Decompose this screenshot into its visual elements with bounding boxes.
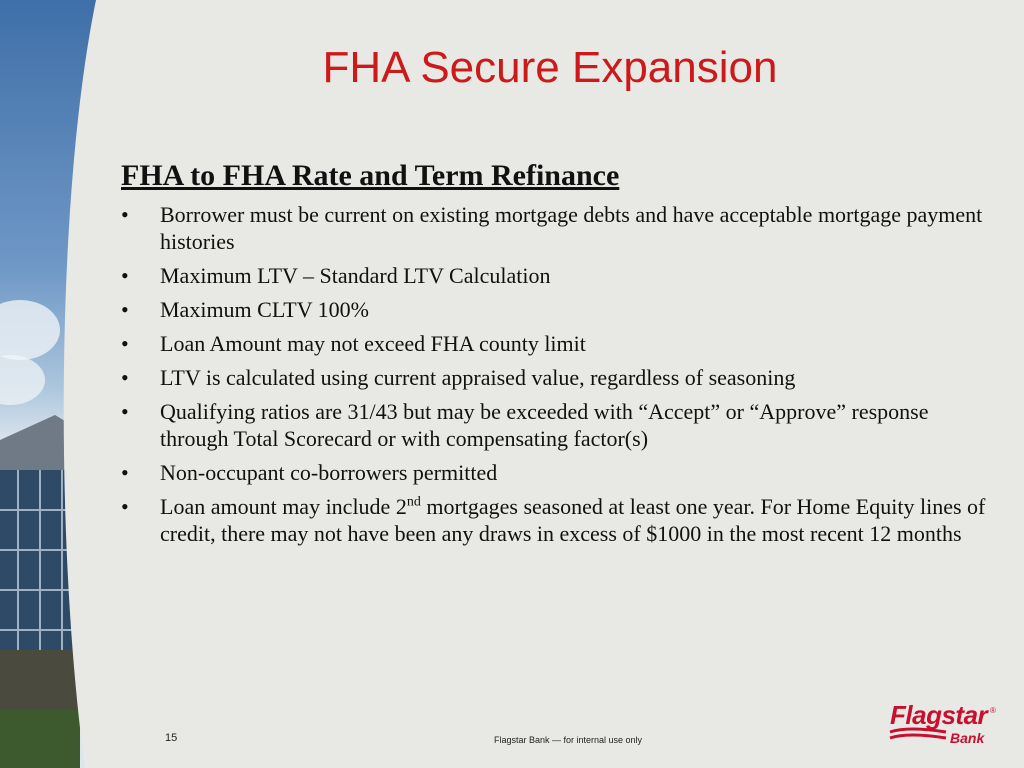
bullet-item: • Borrower must be current on existing mortgage debts and have acceptable mortgage payment histories: [121, 201, 991, 255]
registered-mark: ®: [990, 706, 996, 715]
logo-swoosh-icon: [888, 726, 948, 746]
bullet-item: • Maximum LTV – Standard LTV Calculation: [121, 262, 991, 289]
page-number: 15: [165, 732, 178, 744]
footer-text: Flagstar Bank — for internal use only: [493, 735, 643, 745]
bullet-item: • Qualifying ratios are 31/43 but may be exceeded with “Accept” or “Approve” response through Total Scorecard or with compensating factor(s): [121, 398, 991, 452]
flagstar-logo: [888, 700, 998, 748]
bullet-text-part: Loan amount may include 2: [160, 494, 407, 519]
bullet-item: [121, 493, 991, 547]
bullet-item: • Maximum CLTV 100%: [121, 296, 991, 323]
bullet-text-part: mortgages seasoned at least one year. For Home Equity lines of credit, there may not have been any draws in excess of $1000 in the most recent 12 months: [160, 494, 986, 546]
ordinal-superscript: nd: [406, 494, 421, 510]
bullet-list: [121, 201, 991, 554]
section-subheading: FHA to FHA Rate and Term Refinance: [121, 159, 620, 192]
bullet-item: • LTV is calculated using current appraised value, regardless of seasoning: [121, 364, 991, 391]
bullet-item: • Loan Amount may not exceed FHA county limit: [121, 330, 991, 357]
slide-title: FHA Secure Expansion: [322, 43, 778, 92]
logo-bank-text: Bank: [950, 730, 985, 746]
logo-wordmark: Flagstar: [890, 700, 988, 730]
bullet-item: • Non-occupant co-borrowers permitted: [121, 459, 991, 486]
